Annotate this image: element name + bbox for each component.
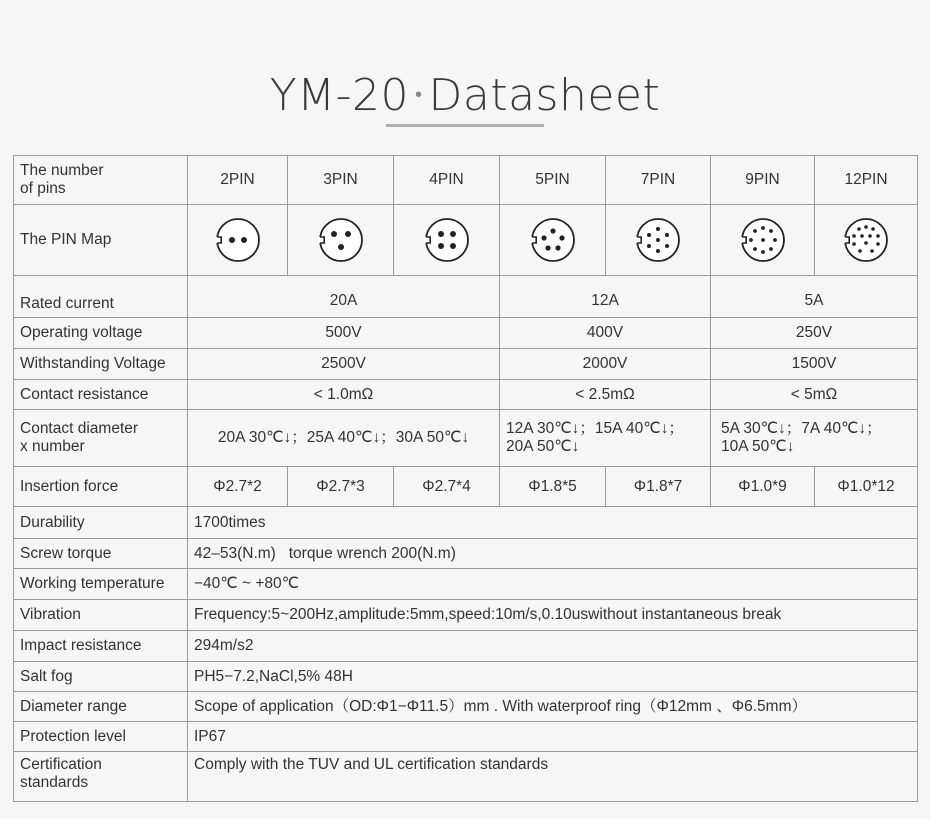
rated-current-label: Rated current [14,276,188,318]
salt-fog-value: PH5−7.2,NaCl,5% 48H [188,662,918,692]
salt-fog-label: Salt fog [14,662,188,692]
pin-2-icon [214,216,262,264]
diameter-range-label: Diameter range [14,692,188,722]
screw-torque-value: 42–53(N.m) torque wrench 200(N.m) [188,539,918,569]
insertion-force-value: Φ2.7*3 [288,467,394,507]
pin-count: 12PIN [815,156,918,205]
pin-9-icon [739,216,787,264]
pinmap-cell [394,205,500,276]
insertion-force-value: Φ1.0*9 [711,467,815,507]
certification-value: Comply with the TUV and UL certification standards [188,752,918,802]
title-dot: • [414,81,423,106]
row-vibration [14,600,918,631]
row-certification [14,752,918,802]
contact-diameter-value: 5A 30℃↓；7A 40℃↓； 10A 50℃↓ [711,410,918,467]
rated-current-value: 12A [500,276,711,318]
title-model: YM-20 [269,70,409,121]
row-withstanding-voltage [14,349,918,380]
protection-level-label: Protection level [14,722,188,752]
operating-voltage-value: 500V [188,318,500,349]
working-temperature-value: −40℃ ~ +80℃ [188,569,918,600]
row-salt-fog [14,662,918,692]
operating-voltage-value: 400V [500,318,711,349]
contact-resistance-value: < 2.5mΩ [500,380,711,410]
rated-current-value: 5A [711,276,918,318]
pin-3-icon [317,216,365,264]
pinmap-label: The PIN Map [14,205,188,276]
withstanding-voltage-label: Withstanding Voltage [14,349,188,380]
row-pins [14,156,918,205]
contact-resistance-label: Contact resistance [14,380,188,410]
row-impact-resistance [14,631,918,662]
withstanding-voltage-value: 2500V [188,349,500,380]
pinmap-cell [606,205,711,276]
row-insertion-force [14,467,918,507]
operating-voltage-value: 250V [711,318,918,349]
row-protection-level [14,722,918,752]
row-screw-torque [14,539,918,569]
contact-diameter-value: 20A 30℃↓；25A 40℃↓；30A 50℃↓ [188,410,500,467]
vibration-label: Vibration [14,600,188,631]
contact-resistance-value: < 5mΩ [711,380,918,410]
contact-diameter-value: 12A 30℃↓；15A 40℃↓； 20A 50℃↓ [500,410,711,467]
pins-label: The number of pins [14,156,188,205]
operating-voltage-label: Operating voltage [14,318,188,349]
withstanding-voltage-value: 1500V [711,349,918,380]
working-temperature-label: Working temperature [14,569,188,600]
impact-resistance-value: 294m/s2 [188,631,918,662]
row-operating-voltage [14,318,918,349]
pin-count: 5PIN [500,156,606,205]
pinmap-cell [288,205,394,276]
rated-current-value: 20A [188,276,500,318]
contact-diameter-label: Contact diameter x number [14,410,188,467]
insertion-force-label: Insertion force [14,467,188,507]
insertion-force-value: Φ2.7*4 [394,467,500,507]
pin-count: 7PIN [606,156,711,205]
insertion-force-value: Φ1.0*12 [815,467,918,507]
pin-count: 4PIN [394,156,500,205]
screw-torque-label: Screw torque [14,539,188,569]
certification-label: Certification standards [14,752,188,802]
pin-12-icon [842,216,890,264]
row-contact-resistance [14,380,918,410]
insertion-force-value: Φ1.8*7 [606,467,711,507]
row-pinmap [14,205,918,276]
insertion-force-value: Φ1.8*5 [500,467,606,507]
row-working-temperature [14,569,918,600]
pinmap-cell [500,205,606,276]
withstanding-voltage-value: 2000V [500,349,711,380]
contact-resistance-value: < 1.0mΩ [188,380,500,410]
pinmap-cell [815,205,918,276]
vibration-value: Frequency:5~200Hz,amplitude:5mm,speed:10m/s,0.10uswithout instantaneous break [188,600,918,631]
datasheet-table [13,155,918,802]
pinmap-cell [188,205,288,276]
diameter-range-value: Scope of application（OD:Φ1−Φ11.5）mm . With waterproof ring（Φ12mm 、Φ6.5mm） [188,692,918,722]
insertion-force-value: Φ2.7*2 [188,467,288,507]
row-durability [14,507,918,539]
pin-4-icon [423,216,471,264]
durability-value: 1700times [188,507,918,539]
row-diameter-range [14,692,918,722]
pin-count: 3PIN [288,156,394,205]
title-underline [386,124,544,127]
pinmap-cell [711,205,815,276]
pin-5-icon [529,216,577,264]
row-rated-current [14,276,918,318]
pin-count: 2PIN [188,156,288,205]
row-contact-diameter [14,410,918,467]
protection-level-value: IP67 [188,722,918,752]
page-title [0,70,930,121]
durability-label: Durability [14,507,188,539]
pin-7-icon [634,216,682,264]
pin-count: 9PIN [711,156,815,205]
title-word: Datasheet [428,70,661,121]
impact-resistance-label: Impact resistance [14,631,188,662]
